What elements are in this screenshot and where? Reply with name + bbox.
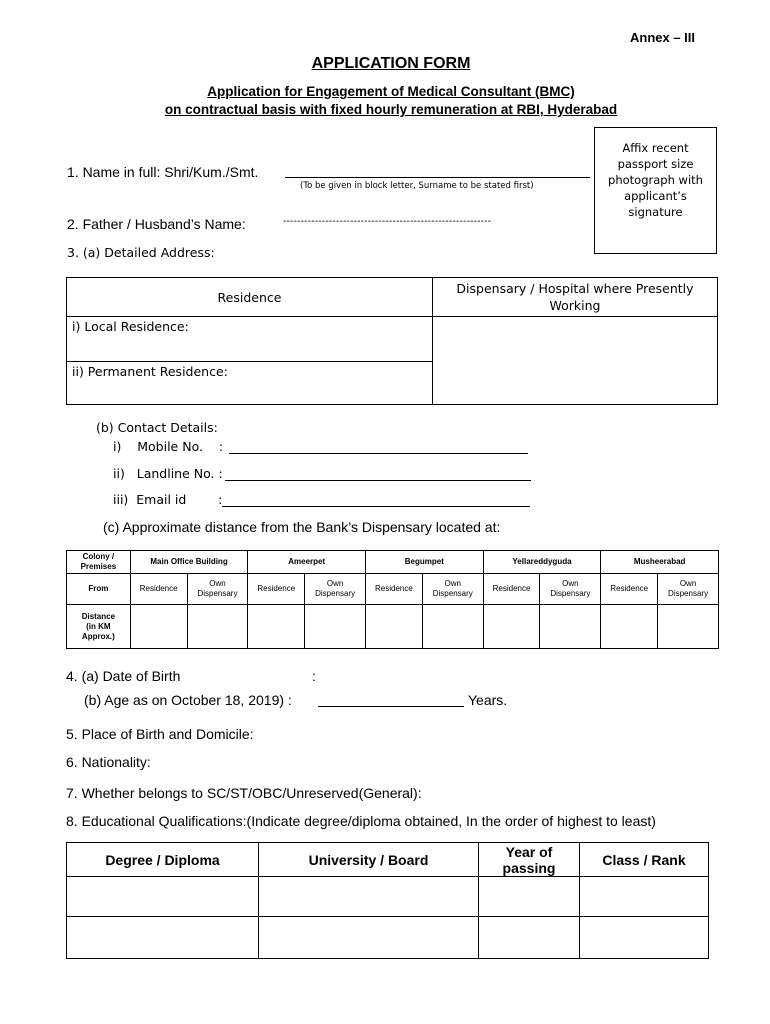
edu-cell[interactable] xyxy=(580,877,709,917)
year-header-line: Year of xyxy=(505,843,553,860)
age-field[interactable] xyxy=(318,706,464,707)
location-header: Yellareddyguda xyxy=(483,551,601,574)
year-header-line: passing xyxy=(502,859,556,876)
distance-cell[interactable] xyxy=(305,605,366,649)
address-table xyxy=(66,277,718,405)
distance-row-line: (in KM xyxy=(86,621,111,631)
edu-cell[interactable] xyxy=(479,917,580,959)
own-line: Own xyxy=(326,579,344,588)
location-header: Main Office Building xyxy=(130,551,248,574)
mobile-field[interactable] xyxy=(229,453,528,454)
edu-cell[interactable] xyxy=(67,917,259,959)
distance-cell[interactable] xyxy=(366,605,423,649)
name-field[interactable] xyxy=(285,177,590,178)
address-label: 3. (a) Detailed Address: xyxy=(67,245,215,260)
dispensary-line: Dispensary xyxy=(197,589,238,598)
landline-field[interactable] xyxy=(225,480,531,481)
dispensary-header-line: Working xyxy=(549,298,601,313)
landline-label: ii) Landline No. : xyxy=(113,466,223,481)
edu-cell[interactable] xyxy=(259,917,479,959)
location-header: Ameerpet xyxy=(248,551,366,574)
email-field[interactable] xyxy=(222,506,530,507)
location-header: Begumpet xyxy=(366,551,484,574)
edu-cell[interactable] xyxy=(259,877,479,917)
distance-cell[interactable] xyxy=(187,605,248,649)
colony-header xyxy=(67,551,131,574)
own-line: Own xyxy=(444,579,461,588)
local-residence-cell[interactable] xyxy=(67,317,433,362)
email-label: iii) Email id : xyxy=(113,492,223,507)
own-dispensary-subheader xyxy=(422,574,483,605)
dispensary-line: Dispensary xyxy=(668,589,709,598)
residence-subheader: Residence xyxy=(366,574,423,605)
mobile-label: i) Mobile No. : xyxy=(113,439,224,454)
subtitle-line-1: Application for Engagement of Medical Consultant (BMC) xyxy=(207,84,575,99)
distance-label: (c) Approximate distance from the Bank’s Dispensary located at: xyxy=(103,519,501,535)
photo-box-line: Affix recent xyxy=(622,141,689,155)
edu-cell[interactable] xyxy=(580,917,709,959)
dispensary-line: Dispensary xyxy=(550,589,591,598)
annex-label: Annex – III xyxy=(630,30,696,45)
education-label: 8. Educational Qualifications:(Indicate degree/diploma obtained, In the order of highest to least) xyxy=(66,813,656,829)
father-husband-field[interactable]: ----------------------------------------------------------- xyxy=(283,216,492,227)
own-dispensary-subheader xyxy=(305,574,366,605)
name-note: (To be given in block letter, Surname to be stated first) xyxy=(300,181,534,191)
photo-box-line: photograph with xyxy=(608,173,703,187)
own-line: Own xyxy=(679,579,697,588)
distance-cell[interactable] xyxy=(540,605,601,649)
birthplace-label: 5. Place of Birth and Domicile: xyxy=(66,726,254,742)
dispensary-line: Dispensary xyxy=(315,589,356,598)
distance-row-label xyxy=(67,605,131,649)
class-header: Class / Rank xyxy=(580,843,709,877)
photo-box-line: passport size xyxy=(617,157,694,171)
father-husband-label: 2. Father / Husband’s Name: xyxy=(67,216,246,232)
dob-colon: : xyxy=(312,668,316,684)
photo-box[interactable] xyxy=(594,127,717,254)
distance-row-line: Distance xyxy=(81,611,116,621)
dob-label: 4. (a) Date of Birth xyxy=(66,668,181,684)
residence-subheader: Residence xyxy=(248,574,305,605)
own-line: Own xyxy=(562,579,579,588)
years-label: Years. xyxy=(468,692,508,708)
location-header: Musheerabad xyxy=(601,551,719,574)
page-title: APPLICATION FORM xyxy=(311,55,471,72)
distance-row-line: Approx.) xyxy=(81,631,115,641)
degree-header: Degree / Diploma xyxy=(67,843,259,877)
edu-cell[interactable] xyxy=(67,877,259,917)
own-line: Own xyxy=(209,579,226,588)
nationality-label: 6. Nationality: xyxy=(66,754,151,770)
permanent-residence-label: ii) Permanent Residence: xyxy=(72,364,228,379)
distance-cell[interactable] xyxy=(248,605,305,649)
education-table xyxy=(66,842,709,959)
permanent-residence-cell[interactable] xyxy=(67,362,433,405)
dispensary-header-line: Dispensary / Hospital where Presently xyxy=(456,281,694,296)
distance-cell[interactable] xyxy=(483,605,540,649)
dispensary-header xyxy=(433,278,718,317)
photo-box-line: signature xyxy=(628,205,683,219)
residence-subheader: Residence xyxy=(130,574,187,605)
colony-header-line: Premises xyxy=(80,562,117,571)
name-label: 1. Name in full: Shri/Kum./Smt. xyxy=(67,164,259,180)
residence-subheader: Residence xyxy=(483,574,540,605)
category-label: 7. Whether belongs to SC/ST/OBC/Unreserved(General): xyxy=(66,785,422,801)
dispensary-cell[interactable] xyxy=(433,317,718,405)
year-header xyxy=(479,843,580,877)
distance-cell[interactable] xyxy=(601,605,658,649)
university-header: University / Board xyxy=(259,843,479,877)
distance-table xyxy=(66,550,719,649)
distance-cell[interactable] xyxy=(422,605,483,649)
residence-subheader: Residence xyxy=(601,574,658,605)
edu-cell[interactable] xyxy=(479,877,580,917)
contact-label: (b) Contact Details: xyxy=(96,420,218,435)
subtitle-line-2: on contractual basis with fixed hourly remuneration at RBI, Hyderabad xyxy=(164,102,618,117)
own-dispensary-subheader xyxy=(658,574,719,605)
own-dispensary-subheader xyxy=(540,574,601,605)
age-label: (b) Age as on October 18, 2019) : xyxy=(84,692,292,708)
distance-cell[interactable] xyxy=(130,605,187,649)
dispensary-line: Dispensary xyxy=(432,589,473,598)
own-dispensary-subheader xyxy=(187,574,248,605)
colony-header-line: Colony / xyxy=(82,552,115,561)
distance-cell[interactable] xyxy=(658,605,719,649)
photo-box-line: applicant’s xyxy=(624,189,687,203)
local-residence-label: i) Local Residence: xyxy=(72,319,189,334)
residence-header: Residence xyxy=(67,278,433,317)
from-label: From xyxy=(67,574,131,605)
